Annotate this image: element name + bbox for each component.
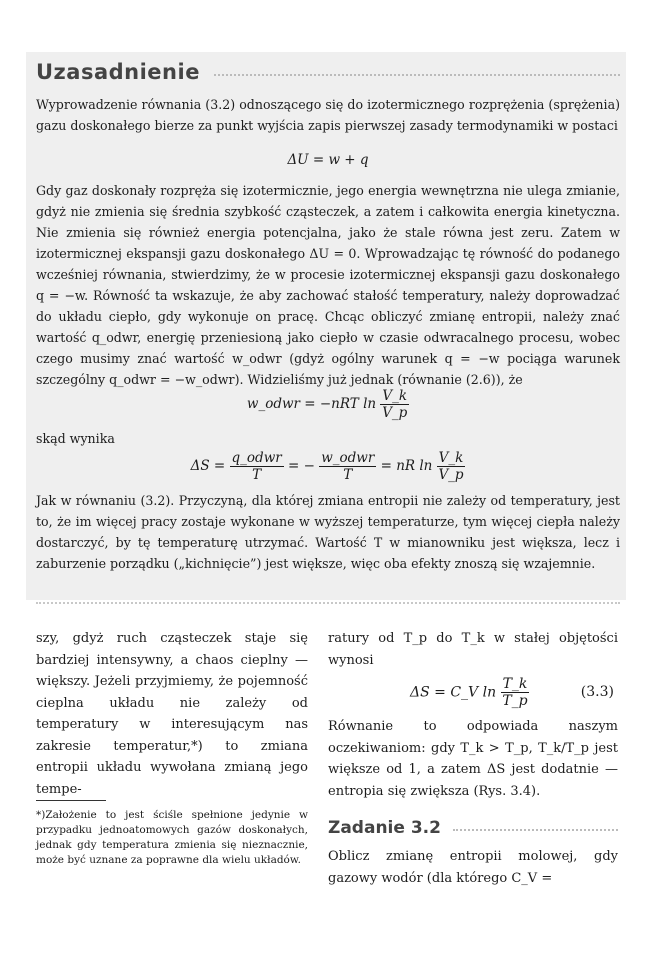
fraction-w-over-t	[319, 450, 376, 483]
equation-3-3	[328, 672, 618, 716]
fraction-numerator: V_k	[382, 388, 408, 404]
fraction-denominator: V_p	[382, 405, 408, 421]
paragraph-hence: skąd wynika	[36, 431, 115, 446]
paragraph-isothermal: Gdy gaz doskonały rozpręża się izotermicznie, jego energia wewnętrzna nie ulega zmianie, gdyż nie zmienia się średnia szybkość cząsteczek, a zatem i całkowita energia kinetyczna. Nie zmienia się również energia potencjalna, jako że stale równa jest zeru. Zatem w izotermicznej ekspansji gazu doskonałego ΔU = 0. Wprowadzając tę równość do podanego wcześniej równania, stwierdzimy, że w procesie izotermicznej ekspansji gazu doskonałego q = −w. Równość ta wskazuje, że aby zachować stałość temperatury, należy doprowadzać do układu ciepło, gdy wykonuje on pracę. Chcąc obliczyć zmianę entropii, należy znać wartość q_odwr, energię przeniesioną jako ciepło w czasie odwracalnego procesu, wobec czego musimy znać wartość w_odwr (gdyż ogólny warunek q = −w pociąga warunek szczególny q_odwr = −w_odwr). Widzieliśmy już jednak (równanie (2.6)), że	[36, 183, 620, 387]
fraction-denominator: T	[252, 467, 262, 483]
fraction-numerator: w_odwr	[321, 450, 375, 466]
equation-work-lhs: w_odwr = −nRT ln	[246, 396, 377, 412]
fraction-denominator: T	[343, 467, 353, 483]
fraction-vk-vp	[437, 450, 466, 483]
equation-3-3-body	[410, 676, 529, 709]
footnote: *)Założenie to jest ściśle spełnione jedynie w przypadku jednoatomowych gazów doskonałych, jednak gdy temperatura zmienia się nieznacznie, może być uznane za poprawne dla wielu układów.	[36, 809, 308, 866]
task-heading-rule	[453, 829, 618, 831]
task-text: Oblicz zmianę entropii molowej, gdy gazowy wodór (dla którego C_V =	[328, 849, 618, 886]
fraction-denominator: V_p	[438, 467, 464, 483]
task-heading	[328, 818, 618, 838]
equation-3-3-lhs: ΔS = C_V ln	[410, 684, 497, 701]
paragraph-intro: Wyprowadzenie równania (3.2) odnoszącego się do izotermicznego rozprężenia (sprężenia) gazu doskonałego bierze za punkt wyjścia zapis pierwszej zasady termodynamiki w postaci	[36, 97, 620, 133]
fraction-tk-tp	[501, 676, 530, 709]
right-column-middle: Równanie to odpowiada naszym oczekiwaniom: gdy T_k > T_p, T_k/T_p jest większe od 1, a zatem ΔS jest dodatnie — entropia się zwiększa (Rys. 3.4).	[328, 719, 618, 799]
fraction-vk-vp	[380, 388, 409, 421]
equation-entropy-end: = nR ln	[380, 458, 433, 474]
equation-first-law: ΔU = w + q	[287, 152, 369, 168]
right-column-top: ratury od T_p do T_k w stałej objętości wynosi	[328, 631, 618, 668]
fraction-numerator: V_k	[438, 450, 464, 466]
equation-entropy	[36, 450, 620, 483]
equation-entropy-lhs: ΔS =	[190, 458, 226, 474]
fraction-denominator: T_p	[502, 693, 528, 709]
section-separator	[36, 602, 620, 604]
fraction-numerator: q_odwr	[231, 450, 282, 466]
paragraph-conclusion: Jak w równaniu (3.2). Przyczyną, dla której zmiana entropii nie zależy od temperatury, jest to, że im więcej pracy zostaje wykonane w wyższej temperaturze, tym więcej ciepła należy dostarczyć, by tę temperaturę utrzymać. Wartość T w mianowniku jest większa, lecz i zaburzenie porządku („kichnięcie”) jest większe, więc oba efekty znoszą się wzajemnie.	[36, 493, 620, 571]
footnote-rule	[36, 800, 106, 801]
section-title: Uzasadnienie	[36, 60, 200, 84]
heading-rule	[214, 74, 620, 76]
equation-work	[36, 388, 620, 421]
task-title: Zadanie 3.2	[328, 818, 441, 838]
fraction-numerator: T_k	[502, 676, 528, 692]
equation-number: (3.3)	[580, 684, 614, 700]
equation-entropy-mid: = −	[288, 458, 315, 474]
fraction-q-over-t	[230, 450, 284, 483]
section-heading	[36, 60, 620, 84]
left-column-text: szy, gdyż ruch cząsteczek staje się bardziej intensywny, a chaos cieplny — większy. Jeżeli przyjmiemy, że pojemność cieplna układu nie zależy od temperatury w interesującym nas zakresie temperatur,*) to zmiana entropii układu wywołana zmianą jego tempe-	[36, 631, 308, 797]
